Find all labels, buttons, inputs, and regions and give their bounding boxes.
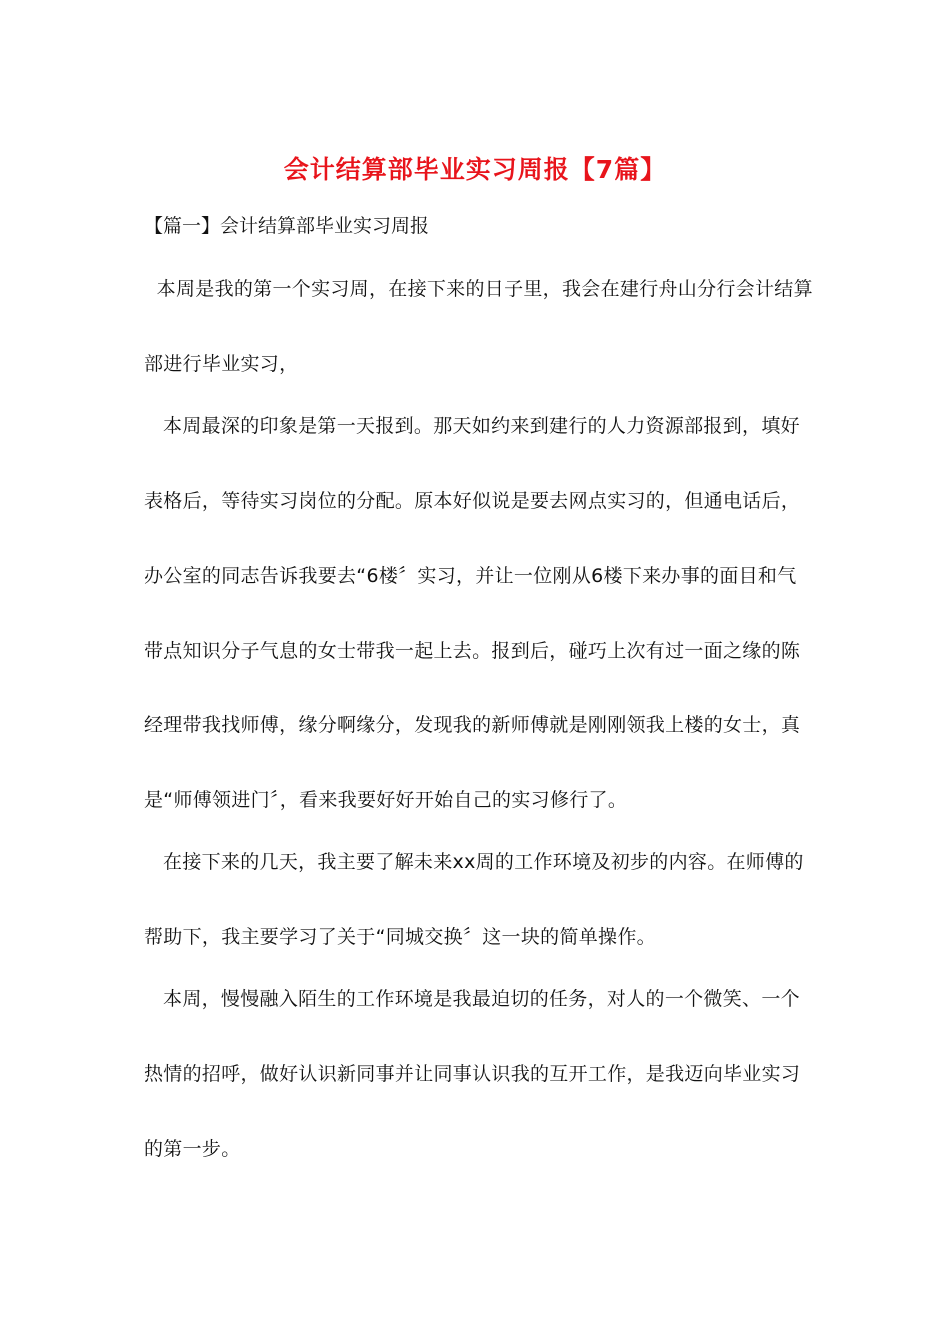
document-title: 会计结算部毕业实习周报【7篇】: [283, 155, 667, 184]
body-line: 表格后，等待实习岗位的分配。原本好似说是要去网点实习的，但通电话后，: [144, 490, 801, 512]
body-line: 本周是我的第一个实习周，在接下来的日子里，我会在建行舟山分行会计结算: [144, 278, 813, 300]
body-line: 在接下来的几天，我主要了解未来xx周的工作环境及初步的内容。在师傅的: [144, 851, 804, 873]
body-line: 带点知识分子气息的女士带我一起上去。报到后，碰巧上次有过一面之缘的陈: [144, 640, 801, 662]
body-line: 的第一步。: [144, 1138, 241, 1160]
body-line: 办公室的同志告诉我要去“6楼〞实习，并让一位刚从6楼下来办事的面目和气: [144, 565, 797, 587]
body-line: 帮助下，我主要学习了关于“同城交换〞这一块的简单操作。: [144, 926, 656, 948]
body-line: 本周最深的印象是第一天报到。那天如约来到建行的人力资源部报到，填好: [144, 415, 800, 437]
body-line: 是“师傅领进门〞，看来我要好好开始自己的实习修行了。: [144, 789, 628, 811]
body-line: 经理带我找师傅，缘分啊缘分，发现我的新师傅就是刚刚领我上楼的女士，真: [144, 714, 801, 736]
body-line: 本周，慢慢融入陌生的工作环境是我最迫切的任务，对人的一个微笑、一个: [144, 988, 800, 1010]
body-line: 部进行毕业实习，: [144, 353, 299, 375]
section-heading: 【篇一】会计结算部毕业实习周报: [144, 215, 430, 237]
body-line: 热情的招呼，做好认识新同事并让同事认识我的互开工作，是我迈向毕业实习: [144, 1063, 801, 1085]
